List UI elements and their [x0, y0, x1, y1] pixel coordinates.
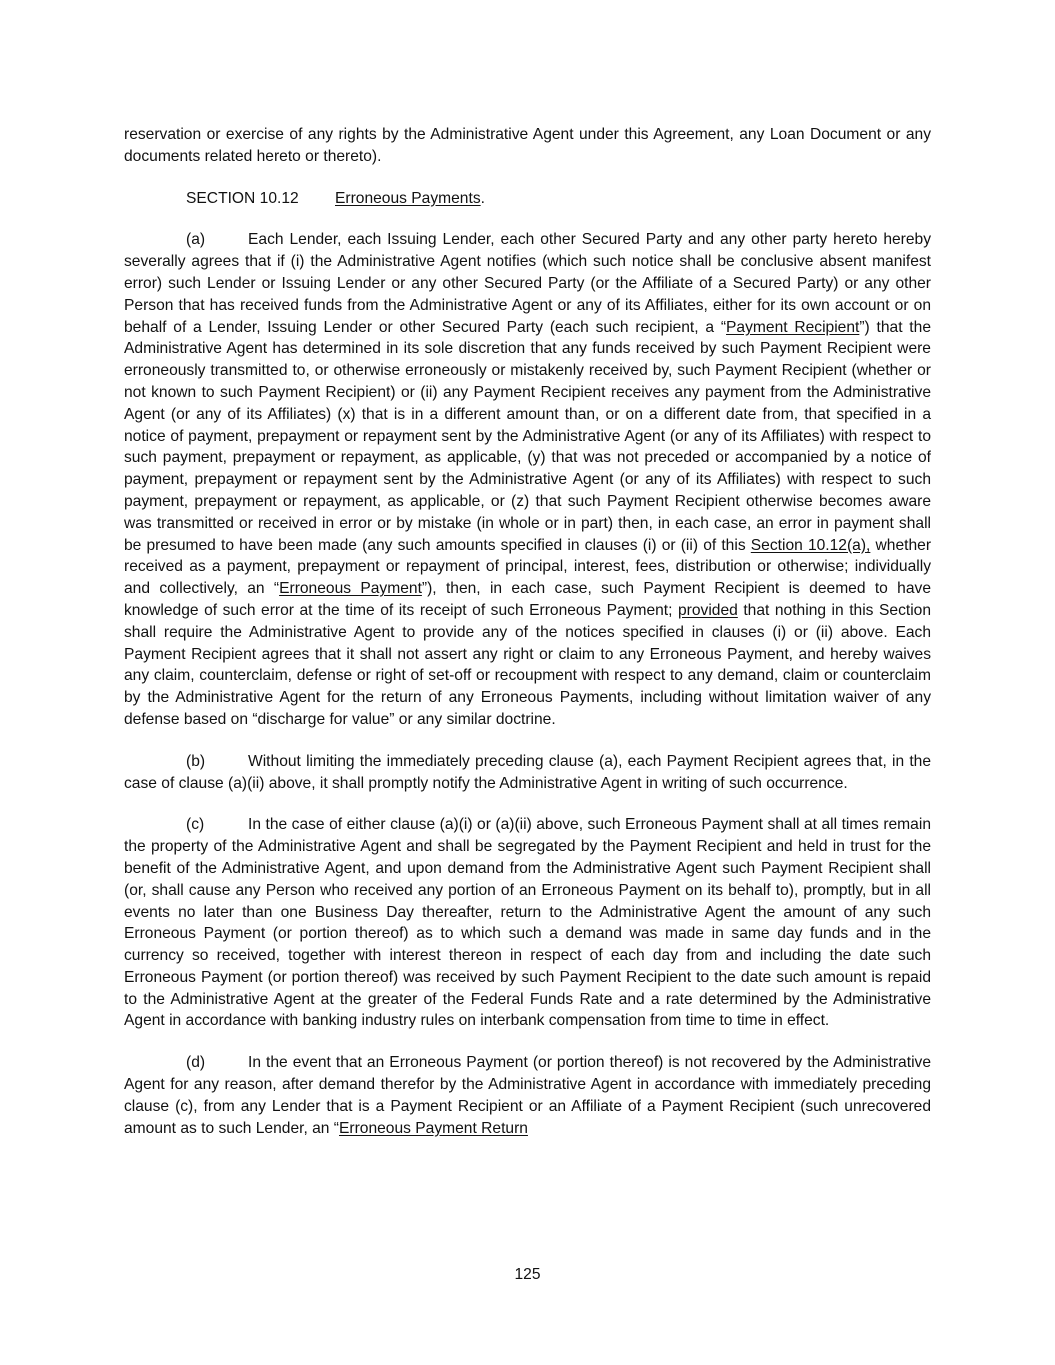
page-number: 125	[514, 1266, 541, 1283]
section-heading	[124, 188, 931, 210]
defined-term-erroneous-payment: Erroneous Payment	[279, 580, 422, 598]
paragraph-a	[124, 229, 931, 730]
paragraph-a-text-5: that nothing in this Section shall require the Administrative Agent to provide any of the notices specified in clauses (i) or (ii) above. Each Payment Recipient agrees that it shall not assert any right or claim to any Erroneous Payment, and hereby waives any claim, counterclaim, defense or right of set-off or recoupment with respect to any demand, claim or counterclaim by the Administrative Agent for the return of any Erroneous Payments, including without limitation waiver of any defense based on “discharge for value” or any similar doctrine.	[124, 601, 932, 728]
paragraph-a-text-1: Each Lender, each Issuing Lender, each other Secured Party and any other party hereto hereby severally agrees that if (i) the Administrative Agent notifies (which such notice shall be conclusive absent manifest error) such Lender or Issuing Lender or any other Secured Party (or the Affiliate of a Secured Party) or any other Person that has received funds from the Administrative Agent or any of its Affiliates, either for its own account or on behalf of a Lender, Issuing Lender or other Secured Party (each such recipient, a “	[124, 231, 931, 336]
paragraph-a-text-2: ”) that the Administrative Agent has determined in its sole discretion that any funds received by such Payment Recipient were erroneously transmitted to, or otherwise erroneously or mistakenly received by, such Payment Recipient (whether or not known to such Payment Recipient) or (ii) any Payment Recipient receives any payment from the Administrative Agent (or any of its Affiliates) (x) that is in a different amount than, or on a different date from, that specified in a notice of payment, prepayment or repayment sent by the Administrative Agent (or any of its Affiliates) with respect to such payment, prepayment or repayment, as applicable, (y) that was not preceded or accompanied by a notice of payment, prepayment or repayment sent by the Administrative Agent (or any of its Affiliates) with respect to such payment, prepayment or repayment, as applicable, or (z) that such Payment Recipient otherwise becomes aware was transmitted or received in error or by mistake (in whole or in part) then, in each case, an error in payment shall be presumed to have been made (any such amounts specified in clauses (i) or (ii) of this	[124, 318, 931, 554]
paragraph-c-label: (c)	[186, 816, 205, 834]
section-reference: Section 10.12(a),	[750, 536, 871, 554]
paragraph-d-label: (d)	[186, 1054, 206, 1072]
paragraph-a-text-4: ”), then, in each case, such Payment Recipient is deemed to have knowledge of such error at the time of its receipt of such Erroneous Payment;	[124, 580, 931, 619]
document-page	[124, 124, 931, 1139]
paragraph-b-label: (b)	[186, 752, 206, 770]
paragraph-a-label: (a)	[186, 231, 206, 249]
defined-term-erroneous-payment-return: Erroneous Payment Return	[339, 1119, 528, 1137]
paragraph-d	[124, 1052, 931, 1139]
section-title: Erroneous Payments	[335, 189, 481, 207]
defined-term-payment-recipient: Payment Recipient	[726, 318, 860, 336]
section-number: SECTION 10.12	[186, 189, 299, 207]
provided-term: provided	[678, 601, 738, 619]
paragraph-c	[124, 814, 931, 1032]
paragraph-b-text: Without limiting the immediately preceding clause (a), each Payment Recipient agrees that, in the case of clause (a)(ii) above, it shall promptly notify the Administrative Agent in writing of such occurrence.	[124, 752, 931, 792]
paragraph-c-text: In the case of either clause (a)(i) or (a)(ii) above, such Erroneous Payment shall at all times remain the property of the Administrative Agent and shall be segregated by the Payment Recipient and held in trust for the benefit of the Administrative Agent, and upon demand from the Administrative Agent such Payment Recipient shall (or, shall cause any Person who received any portion of an Erroneous Payment on its behalf to), promptly, but in all events no later than one Business Day thereafter, return to the Administrative Agent the amount of any such Erroneous Payment (or portion thereof) as to which such a demand was made in same day funds and in the currency so received, together with interest thereon in respect of each day from and including the date such Erroneous Payment (or portion thereof) was received by such Payment Recipient to the date such amount is repaid to the Administrative Agent at the greater of the Federal Funds Rate and a rate determined by the Administrative Agent in accordance with banking industry rules on interbank compensation from time to time in effect.	[124, 816, 931, 1030]
continuation-paragraph: reservation or exercise of any rights by the Administrative Agent under this Agreement, any Loan Document or any documents related hereto or thereto).	[124, 126, 931, 165]
paragraph-a-text-3: whether received as a payment, prepayment or repayment of principal, interest, fees, distribution or otherwise; individually and collectively, an “	[124, 536, 932, 598]
section-title-suffix: .	[480, 189, 485, 207]
paragraph-d-text-1: In the event that an Erroneous Payment (or portion thereof) is not recovered by the Administrative Agent for any reason, after demand therefor by the Administrative Agent in accordance with immediately preceding clause (c), from any Lender that is a Payment Recipient or an Affiliate of a Payment Recipient (such unrecovered amount as to such Lender, an “	[124, 1054, 931, 1137]
paragraph-b	[124, 751, 931, 795]
